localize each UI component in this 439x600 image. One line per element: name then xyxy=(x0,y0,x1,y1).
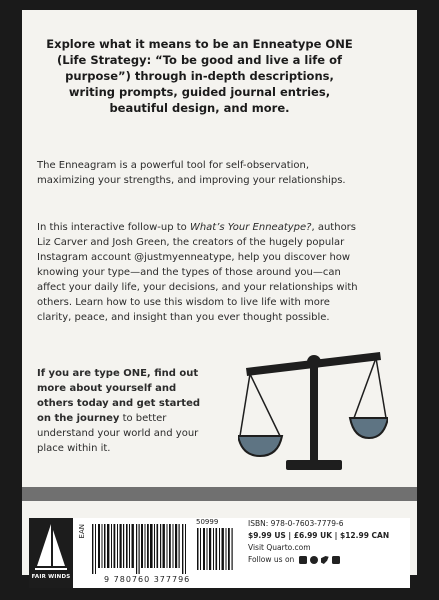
follow-text: Follow us on xyxy=(248,555,295,564)
scale-post xyxy=(310,362,318,462)
sailboat-icon xyxy=(29,518,73,574)
isbn-text: ISBN: 978-0-7603-7779-6 xyxy=(248,519,344,528)
left-string-1 xyxy=(240,374,250,436)
publisher-name: FAIR WINDS xyxy=(31,574,71,580)
bottom-stripe xyxy=(22,487,417,501)
twitter-icon[interactable] xyxy=(321,556,329,564)
instagram-icon[interactable] xyxy=(332,556,340,564)
call-to-action-rest: to better understand your world and your place within it. xyxy=(37,413,199,454)
headline: Explore what it means to be an Enneatype ONE (Life Strategy: “To be good and live a life of purpose”) through in-depth descriptions, writing prompts, guided journal entries, beautiful design, and more. xyxy=(46,37,353,115)
social-icons xyxy=(299,556,340,564)
right-pan xyxy=(350,418,388,438)
price-addon-code: 50999 xyxy=(196,518,219,526)
pinterest-icon[interactable] xyxy=(310,556,318,564)
addon-barcode xyxy=(196,528,236,570)
website-text: Visit Quarto.com xyxy=(248,543,311,552)
intro-paragraph: The Enneagram is a powerful tool for self-observation, maximizing your strengths, and improving your relationships. xyxy=(37,160,346,186)
description-rest: , authors Liz Carver and Josh Green, the creators of the hugely popular Instagram account @justmyenneatype, help you discover how knowing your type—and the types of those around you—can affect your daily life, your decisions, and your relationships with others. Learn how to use this wisdom to live life with more clarity, peace, and insight than you ever thought possible. xyxy=(37,222,358,323)
follow-row xyxy=(248,554,389,566)
facebook-icon[interactable] xyxy=(299,556,307,564)
left-string-2 xyxy=(250,374,280,436)
price-text: $9.99 US | £6.99 UK | $12.99 CAN xyxy=(248,531,390,540)
description-paragraph xyxy=(37,220,367,325)
scale-base xyxy=(286,460,342,470)
isbn-barcode xyxy=(90,524,190,574)
call-to-action-bold: If you are type ONE, find out more about yourself and others today and get started on the journey xyxy=(37,368,201,424)
call-to-action xyxy=(37,366,215,456)
publisher-logo xyxy=(29,518,73,588)
book-info xyxy=(248,518,389,566)
right-string-1 xyxy=(354,358,376,418)
description-start: In this interactive follow-up to xyxy=(37,222,190,233)
left-pan xyxy=(238,436,282,456)
balance-scale-illustration xyxy=(238,344,388,484)
book-title: What’s Your Enneatype? xyxy=(189,222,312,233)
barcode-digits: 9 780760 377796 xyxy=(104,575,191,584)
right-string-2 xyxy=(376,358,386,418)
ean-label: EAN xyxy=(78,524,86,539)
